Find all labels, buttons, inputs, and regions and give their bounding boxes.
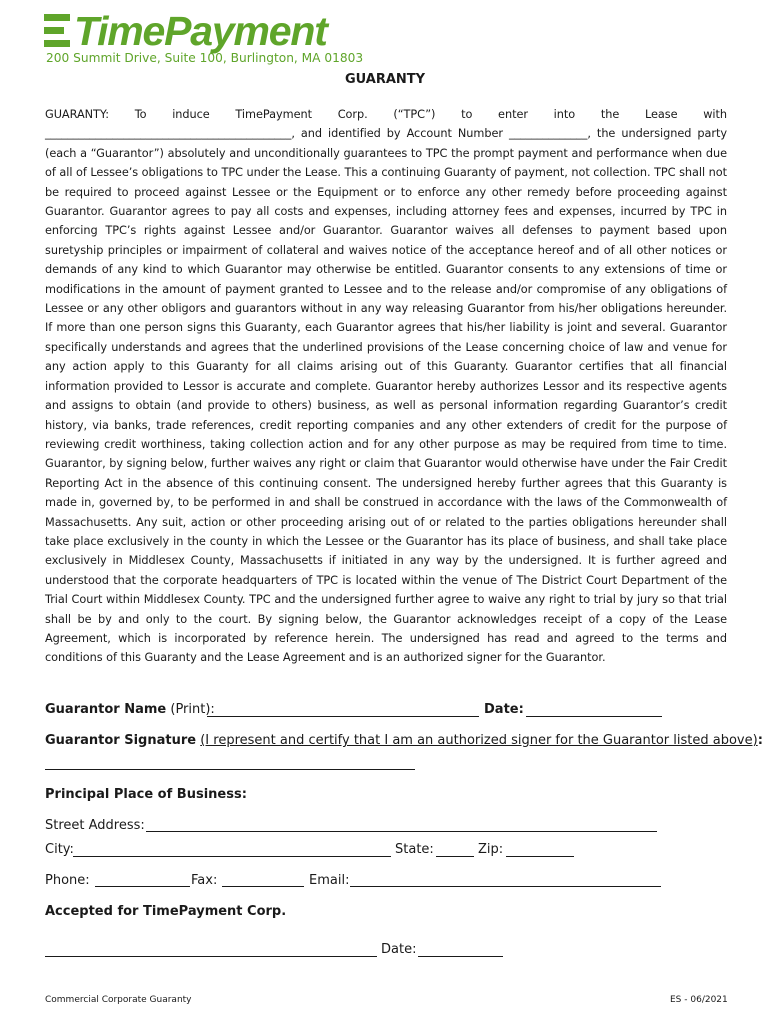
state-field[interactable]	[436, 856, 474, 857]
guarantor-date-field[interactable]	[526, 716, 662, 717]
guarantor-name-field[interactable]	[207, 716, 479, 717]
guarantor-name-label: Guarantor Name (Print):	[45, 702, 215, 717]
principal-place-heading: Principal Place of Business:	[45, 787, 247, 802]
zip-label: Zip:	[478, 842, 504, 857]
city-label: City:	[45, 842, 74, 857]
tpc-date-label: Date:	[381, 942, 417, 957]
footer-revision: ES - 06/2021	[670, 995, 728, 1005]
guarantor-date-label: Date:	[484, 702, 524, 717]
email-label: Email:	[309, 873, 350, 888]
guarantor-signature-label: Guarantor Signature (I represent and certify that I am an authorized signer for the Guarantor listed above):	[45, 733, 763, 748]
tpc-signature-field[interactable]	[45, 956, 377, 957]
guaranty-body-text: GUARANTY: To induce TimePayment Corp. (“TPC”) to enter into the Lease with ____________________________________________, and identified by Account Number ______________, the undersigned party (each a “Guarantor”) absolutely and unconditionally guarantees to TPC the prompt payment and performance when due of all of Lessee’s obligations to TPC under the Lease. This a continuing Guaranty of payment, not collection. TPC shall not be required to proceed against Lessee or the Equipment or to enforce any other remedy before proceeding against Guarantor. Guarantor agrees to pay all costs and expenses, including attorney fees and expenses, incurred by TPC in enforcing TPC’s rights against Lessee and/or Guarantor. Guarantor waives all defenses to payment based upon suretyship principles or impairment of collateral and waives notice of the acceptance hereof and of all other notices or demands of any kind to which Guarantor may otherwise be entitled. Guarantor consents to any extensions of time or modifications in the amount of payment granted to Lessee and to the release and/or compromise of any obligations of Lessee or any other obligors and guarantors without in any way releasing Guarantor from his/her obligations hereunder. If more than one person signs this Guaranty, each Guarantor agrees that his/her liability is joint and several. Guarantor specifically understands and agrees that the underlined provisions of the Lease concerning choice of law and venue for any action apply to this Guaranty for all claims arising out of this Guaranty. Guarantor certifies that all financial information provided to Lessor is accurate and complete. Guarantor hereby authorizes Lessor and its respective agents and assigns to obtain (and provide to others) business, as well as personal information regarding Guarantor’s credit history, via banks, trade references, credit reporting companies and any other extenders of credit for the purpose of reviewing credit worthiness, taking collection action and for any other purpose as may be required from time to time. Guarantor, by signing below, further waives any right or claim that Guarantor would otherwise have under the Fair Credit Reporting Act in the absence of this continuing consent. The undersigned hereby further agrees that this Guaranty is made in, governed by, to be performed in and shall be construed in accordance with the laws of the Commonwealth of Massachusetts. Any suit, action or other proceeding arising out of or related to the parties obligations hereunder shall take place exclusively in the county in which the Lessee or the Guarantor has its place of business, and shall take place exclusively in Middlesex County, Massachusetts if initiated in any way by the undersigned. It is further agreed and understood that the corporate headquarters of TPC is located within the venue of The District Court Department of the Trial Court within Middlesex County. TPC and the undersigned further agree to waive any right to trial by jury so that trial shall be by and only to the court. By signing below, the Guarantor acknowledges receipt of a copy of the Lease Agreement, which is incorporated by reference herein. The undersigned has read and agreed to the terms and conditions of this Guaranty and the Lease Agreement and is an authorized signer for the Guarantor.	[45, 108, 727, 665]
street-address-label: Street Address:	[45, 818, 145, 833]
company-address: 200 Summit Drive, Suite 100, Burlington, MA 01803	[46, 51, 364, 65]
phone-field[interactable]	[95, 886, 190, 887]
footer-form-name: Commercial Corporate Guaranty	[45, 995, 192, 1005]
document-title: GUARANTY	[344, 72, 426, 87]
brand-name: TimePayment	[74, 8, 327, 54]
city-field[interactable]	[73, 856, 391, 857]
fax-label: Fax:	[191, 873, 218, 888]
fax-field[interactable]	[222, 886, 304, 887]
company-logo	[44, 8, 364, 68]
tpc-date-field[interactable]	[418, 956, 503, 957]
street-address-field[interactable]	[146, 831, 657, 832]
phone-label: Phone:	[45, 873, 90, 888]
guarantor-signature-field[interactable]	[45, 769, 415, 770]
logo-mark-icon	[44, 14, 70, 48]
authorized-signer-note: (I represent and certify that I am an authorized signer for the Guarantor listed above)	[200, 733, 758, 748]
zip-field[interactable]	[506, 856, 574, 857]
email-field[interactable]	[350, 886, 661, 887]
accepted-for-tpc-heading: Accepted for TimePayment Corp.	[45, 904, 287, 919]
state-label: State:	[395, 842, 434, 857]
